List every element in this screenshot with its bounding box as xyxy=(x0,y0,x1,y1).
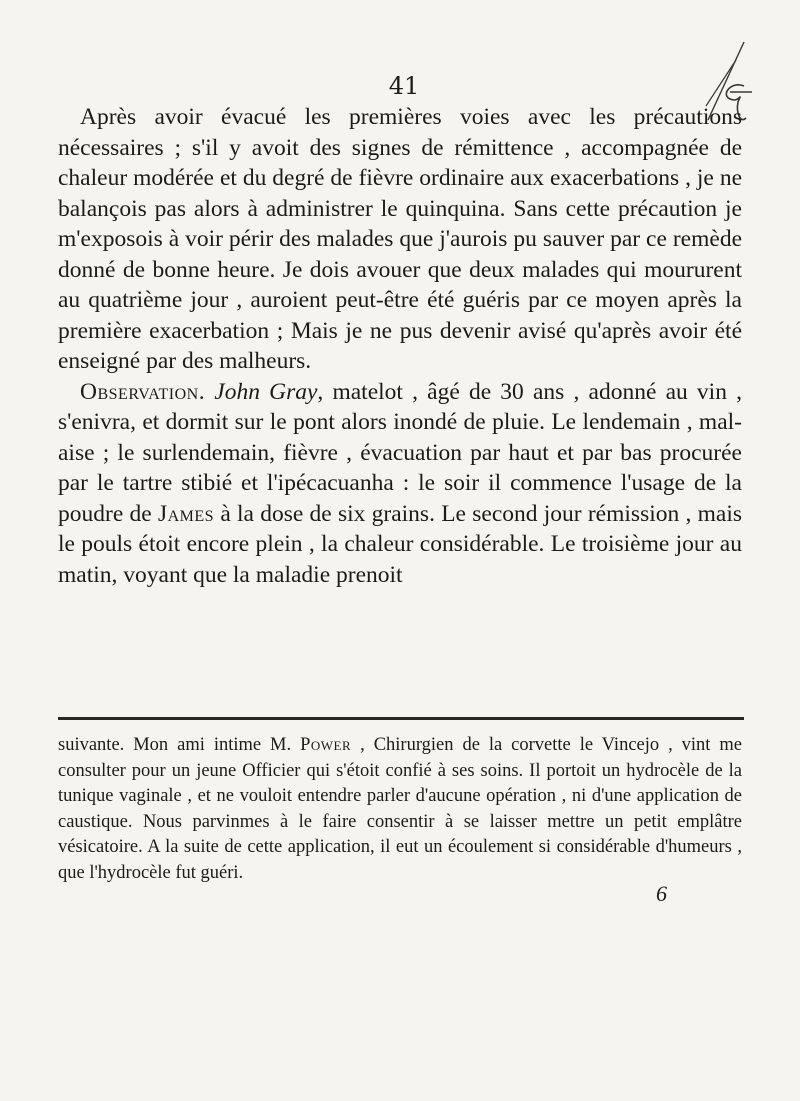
patient-name: John Gray xyxy=(214,378,318,405)
james-name: James xyxy=(157,500,215,527)
power-name: Power xyxy=(300,735,352,755)
footnote xyxy=(58,733,742,887)
observation-paragraph xyxy=(58,377,742,591)
footnote-divider xyxy=(58,717,744,720)
main-text xyxy=(58,102,742,590)
observation-text-1: , matelot , âgé de 30 ans , adonné au vin , s'enivra, et dormit sur le pont alors inondé de pluie. Le lendemain , mal-aise ; le surlendemain, fièvre , évacuation par haut et par bas procurée par le tartre stibié et l'ipécacuanha : le soir il commence l'usage de la poudre de xyxy=(58,378,743,527)
footnote-text-1: suivante. Mon ami intime M. xyxy=(58,735,301,755)
footnote-paragraph xyxy=(58,733,742,887)
observation-text-2: à la dose de six grains. Le second jour rémission , mais le pouls étoit encore plein , la chaleur considérable. Le troisième jour au matin, voyant que la maladie prenoit xyxy=(58,500,743,588)
observation-label: Observation. xyxy=(80,378,206,405)
signature-mark: 6 xyxy=(656,881,667,906)
page-number: 41 xyxy=(388,72,420,100)
paragraph: Après avoir évacué les premières voies avec les précautions nécessaires ; s'il y avoit des signes de rémittence , accompagnée de chaleur modérée et du degré de fièvre ordinaire aux exacerbations , je ne balançois pas alors à administrer le quinquina. Sans cette précaution je m'exposois à voir périr des malades que j'aurois pu sauver par ce remède donné de bonne heure. Je dois avouer que deux malades qui moururent au quatrième jour , auroient peut-être été guéris par ce moyen après la première exacerbation ; Mais je ne pus devenir avisé qu'après avoir été enseigné par des malheurs. xyxy=(58,104,742,374)
footnote-text-2: , Chirurgien de la corvette le Vincejo , vint me consulter pour un jeune Officier qui s'étoit confié à ses soins. Il portoit un hydrocèle de la tunique vaginale , et ne vouloit entendre parler d'aucune opération , ni d'une application de caustique. Nous parvinmes à le faire consentir à se laisser mettre un petit emplâtre vésicatoire. A la suite de cette application, il eut un écoulement si considérable d'humeurs , que l'hydrocèle fut guéri. xyxy=(58,735,743,883)
